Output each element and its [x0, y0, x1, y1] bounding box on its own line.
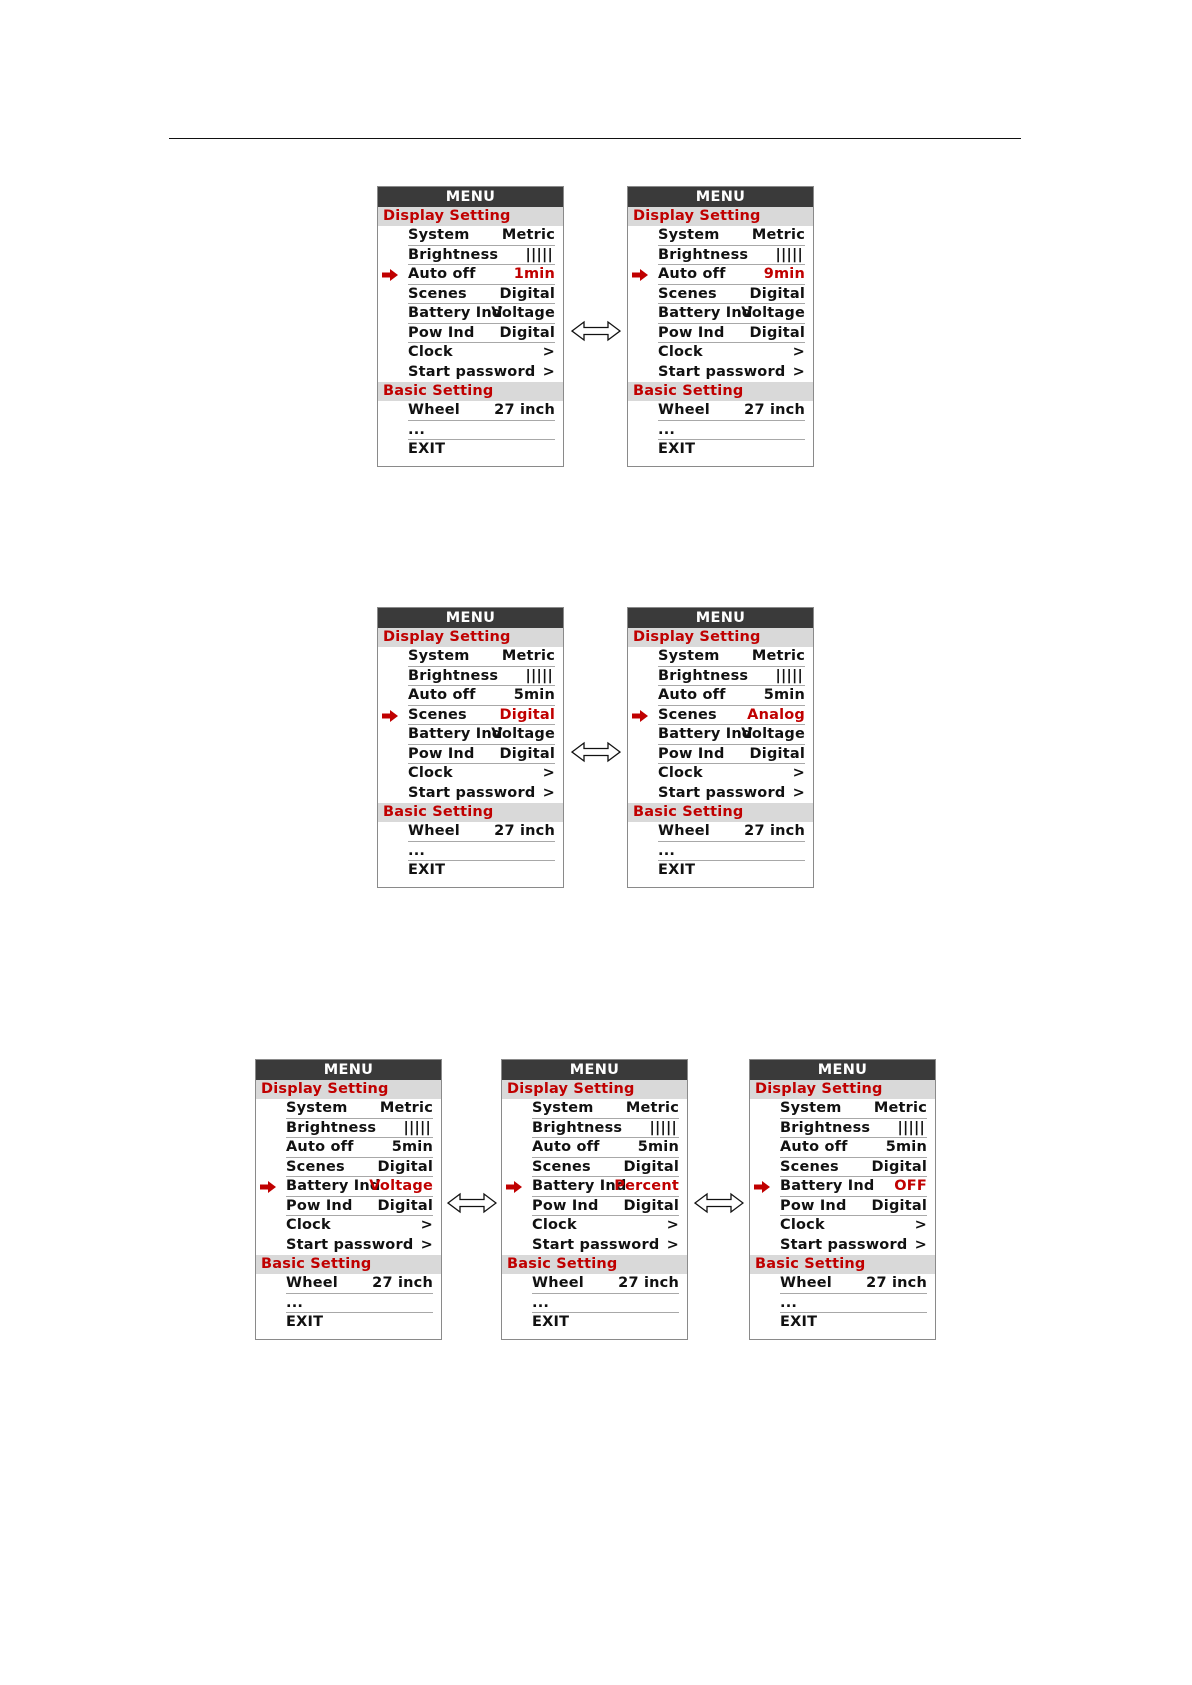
row-value: Analog [747, 706, 805, 723]
menu-row-system[interactable] [658, 226, 805, 246]
basic-setting-heading: Basic Setting [378, 803, 563, 822]
row-label: Clock [658, 765, 703, 781]
menu-row-wheel[interactable] [408, 401, 555, 421]
menu-row-clock[interactable] [286, 1216, 433, 1236]
row-value: 27 inch [866, 1275, 927, 1291]
row-value: 27 inch [618, 1275, 679, 1291]
row-value: 5min [763, 687, 805, 703]
row-value: > [666, 1217, 679, 1233]
menu-row-scenes[interactable] [408, 706, 555, 726]
row-label: Clock [286, 1217, 331, 1233]
page-header-rule [169, 138, 1021, 139]
menu-title: MENU [628, 608, 813, 628]
menu-row-scenes[interactable] [780, 1158, 927, 1178]
basic-setting-list [378, 822, 563, 881]
menu-row-auto-off[interactable] [408, 686, 555, 706]
row-label: Auto off [780, 1139, 848, 1155]
row-value: 5min [885, 1139, 927, 1155]
menu-row-system[interactable] [286, 1099, 433, 1119]
display-setting-list [256, 1099, 441, 1255]
basic-setting-heading: Basic Setting [750, 1255, 935, 1274]
row-value: ||||| [649, 1119, 677, 1136]
row-label: ... [286, 1294, 304, 1311]
display-setting-list [378, 647, 563, 803]
row-label: Scenes [658, 706, 717, 723]
row-value: Digital [377, 1197, 433, 1214]
row-value: > [914, 1236, 927, 1253]
row-value: Metric [751, 648, 805, 664]
row-value: 5min [391, 1139, 433, 1155]
row-label: ... [780, 1294, 798, 1311]
row-value: Metric [873, 1100, 927, 1116]
menu-title: MENU [378, 187, 563, 207]
menu-row-start-password[interactable] [658, 363, 805, 383]
menu-row-battery-ind[interactable] [286, 1177, 433, 1197]
menu-row-more[interactable] [408, 421, 555, 441]
row-label: Start password [408, 363, 536, 380]
menu-row-start-password[interactable] [408, 363, 555, 383]
menu-row-auto-off[interactable] [408, 265, 555, 285]
row-label: Scenes [286, 1158, 345, 1175]
row-label: Scenes [532, 1158, 591, 1175]
row-value: > [542, 363, 555, 380]
row-label: Wheel [658, 402, 710, 418]
row-label: Brightness [532, 1119, 623, 1136]
row-label: Auto off [286, 1139, 354, 1155]
row-label: System [658, 227, 720, 243]
menu-row-more[interactable] [658, 421, 805, 441]
menu-row-exit[interactable] [286, 1313, 433, 1333]
row-value: 27 inch [744, 402, 805, 418]
red-arrow-icon [632, 710, 648, 722]
basic-setting-list [378, 401, 563, 460]
row-label: Battery Ind [286, 1178, 381, 1194]
menu-row-battery-ind[interactable] [408, 725, 555, 745]
row-label: Wheel [408, 823, 460, 839]
row-label: ... [658, 421, 676, 438]
row-label: System [408, 227, 470, 243]
row-value: ||||| [775, 667, 803, 684]
menu-row-pow-ind[interactable] [658, 324, 805, 344]
row-label: Auto off [408, 266, 476, 282]
row-label: Wheel [532, 1275, 584, 1291]
row-value: Digital [749, 324, 805, 341]
menu-panel [749, 1059, 936, 1340]
menu-row-battery-ind[interactable] [780, 1177, 927, 1197]
menu-row-battery-ind[interactable] [658, 725, 805, 745]
display-setting-heading: Display Setting [750, 1080, 935, 1099]
row-value: OFF [894, 1178, 927, 1194]
display-setting-heading: Display Setting [256, 1080, 441, 1099]
row-label: EXIT [658, 862, 696, 878]
menu-row-more[interactable] [286, 1294, 433, 1314]
row-value: ||||| [775, 246, 803, 263]
row-value: Metric [625, 1100, 679, 1116]
row-label: Battery Ind [658, 726, 753, 742]
row-label: ... [532, 1294, 550, 1311]
row-label: Scenes [658, 285, 717, 302]
row-value: 9min [763, 266, 805, 282]
row-value: Metric [501, 648, 555, 664]
row-label: ... [408, 842, 426, 859]
row-label: Auto off [408, 687, 476, 703]
row-label: System [658, 648, 720, 664]
row-value: Digital [499, 706, 555, 723]
row-value: Digital [623, 1158, 679, 1175]
menu-row-scenes[interactable] [408, 285, 555, 305]
row-label: Brightness [286, 1119, 377, 1136]
row-label: EXIT [532, 1314, 570, 1330]
row-label: System [780, 1100, 842, 1116]
menu-row-exit[interactable] [408, 861, 555, 881]
row-value: > [792, 363, 805, 380]
row-label: System [286, 1100, 348, 1116]
row-value: 27 inch [744, 823, 805, 839]
menu-row-start-password[interactable] [408, 784, 555, 804]
row-label: Wheel [780, 1275, 832, 1291]
display-setting-heading: Display Setting [378, 207, 563, 226]
row-label: Pow Ind [408, 745, 475, 762]
row-value: 1min [513, 266, 555, 282]
row-label: Brightness [658, 246, 749, 263]
row-value: 27 inch [494, 402, 555, 418]
row-value: Digital [623, 1197, 679, 1214]
row-value: Digital [749, 745, 805, 762]
row-value: Digital [871, 1197, 927, 1214]
red-arrow-icon [632, 269, 648, 281]
menu-panel [255, 1059, 442, 1340]
menu-row-start-password[interactable] [286, 1236, 433, 1256]
row-value: Voltage [491, 305, 555, 321]
menu-row-pow-ind[interactable] [780, 1197, 927, 1217]
menu-title: MENU [628, 187, 813, 207]
row-label: Wheel [408, 402, 460, 418]
row-value: > [420, 1217, 433, 1233]
row-label: EXIT [408, 441, 446, 457]
row-label: Battery Ind [408, 305, 503, 321]
menu-row-brightness[interactable] [408, 246, 555, 266]
row-label: System [532, 1100, 594, 1116]
menu-row-auto-off[interactable] [658, 265, 805, 285]
row-label: Battery Ind [780, 1178, 875, 1194]
row-label: Start password [286, 1236, 414, 1253]
row-value: > [542, 784, 555, 801]
row-label: Start password [658, 363, 786, 380]
row-label: ... [408, 421, 426, 438]
row-label: EXIT [658, 441, 696, 457]
menu-row-clock[interactable] [532, 1216, 679, 1236]
display-setting-list [378, 226, 563, 382]
menu-row-wheel[interactable] [408, 822, 555, 842]
menu-row-battery-ind[interactable] [532, 1177, 679, 1197]
row-label: Auto off [532, 1139, 600, 1155]
menu-row-exit[interactable] [658, 861, 805, 881]
row-value: > [792, 765, 805, 781]
menu-row-wheel[interactable] [286, 1274, 433, 1294]
menu-row-clock[interactable] [408, 764, 555, 784]
basic-setting-list [256, 1274, 441, 1333]
basic-setting-list [750, 1274, 935, 1333]
menu-row-brightness[interactable] [658, 246, 805, 266]
row-label: Pow Ind [532, 1197, 599, 1214]
row-value: > [542, 344, 555, 360]
row-label: Clock [780, 1217, 825, 1233]
display-setting-heading: Display Setting [502, 1080, 687, 1099]
menu-panel [377, 607, 564, 888]
row-value: > [792, 344, 805, 360]
row-label: System [408, 648, 470, 664]
row-value: Metric [501, 227, 555, 243]
menu-panel [627, 186, 814, 467]
menu-row-brightness[interactable] [408, 667, 555, 687]
row-label: EXIT [780, 1314, 818, 1330]
double-arrow-icon [447, 1192, 497, 1214]
display-setting-list [628, 226, 813, 382]
row-label: Clock [658, 344, 703, 360]
menu-row-brightness[interactable] [286, 1119, 433, 1139]
menu-row-pow-ind[interactable] [408, 324, 555, 344]
row-label: Auto off [658, 266, 726, 282]
basic-setting-list [628, 822, 813, 881]
row-label: Scenes [408, 285, 467, 302]
row-value: Digital [499, 285, 555, 302]
row-label: Brightness [408, 667, 499, 684]
row-value: Digital [499, 745, 555, 762]
menu-row-brightness[interactable] [532, 1119, 679, 1139]
row-label: Brightness [408, 246, 499, 263]
menu-row-start-password[interactable] [658, 784, 805, 804]
row-label: Pow Ind [286, 1197, 353, 1214]
menu-row-battery-ind[interactable] [408, 304, 555, 324]
menu-row-more[interactable] [408, 842, 555, 862]
display-setting-heading: Display Setting [378, 628, 563, 647]
row-value: Digital [377, 1158, 433, 1175]
menu-row-pow-ind[interactable] [286, 1197, 433, 1217]
row-value: Digital [871, 1158, 927, 1175]
menu-title: MENU [502, 1060, 687, 1080]
row-label: Brightness [780, 1119, 871, 1136]
menu-row-auto-off[interactable] [658, 686, 805, 706]
menu-row-wheel[interactable] [658, 401, 805, 421]
basic-setting-heading: Basic Setting [378, 382, 563, 401]
menu-row-battery-ind[interactable] [658, 304, 805, 324]
menu-row-more[interactable] [658, 842, 805, 862]
row-value: Metric [751, 227, 805, 243]
row-value: ||||| [403, 1119, 431, 1136]
display-setting-heading: Display Setting [628, 207, 813, 226]
row-label: Clock [408, 344, 453, 360]
row-value: ||||| [525, 667, 553, 684]
basic-setting-heading: Basic Setting [256, 1255, 441, 1274]
double-arrow-icon [571, 741, 621, 763]
menu-row-wheel[interactable] [658, 822, 805, 842]
menu-row-system[interactable] [658, 647, 805, 667]
menu-row-clock[interactable] [658, 343, 805, 363]
menu-row-system[interactable] [408, 647, 555, 667]
menu-row-brightness[interactable] [658, 667, 805, 687]
menu-row-clock[interactable] [658, 764, 805, 784]
basic-setting-heading: Basic Setting [628, 382, 813, 401]
row-label: Clock [408, 765, 453, 781]
row-value: Metric [379, 1100, 433, 1116]
menu-panel [501, 1059, 688, 1340]
menu-title: MENU [750, 1060, 935, 1080]
double-arrow-icon [571, 320, 621, 342]
menu-row-more[interactable] [780, 1294, 927, 1314]
menu-row-start-password[interactable] [780, 1236, 927, 1256]
row-value: Voltage [491, 726, 555, 742]
menu-row-wheel[interactable] [780, 1274, 927, 1294]
menu-row-exit[interactable] [780, 1313, 927, 1333]
row-value: 5min [637, 1139, 679, 1155]
basic-setting-list [502, 1274, 687, 1333]
red-arrow-icon [382, 269, 398, 281]
row-label: Start password [780, 1236, 908, 1253]
red-arrow-icon [506, 1181, 522, 1193]
row-value: 5min [513, 687, 555, 703]
menu-row-system[interactable] [408, 226, 555, 246]
basic-setting-heading: Basic Setting [628, 803, 813, 822]
row-label: Start password [532, 1236, 660, 1253]
row-value: ||||| [525, 246, 553, 263]
double-arrow-icon [694, 1192, 744, 1214]
menu-row-scenes[interactable] [286, 1158, 433, 1178]
row-value: Digital [499, 324, 555, 341]
menu-row-scenes[interactable] [658, 285, 805, 305]
row-value: > [542, 765, 555, 781]
row-label: ... [658, 842, 676, 859]
row-value: > [420, 1236, 433, 1253]
row-value: Voltage [369, 1178, 433, 1194]
basic-setting-heading: Basic Setting [502, 1255, 687, 1274]
menu-title: MENU [378, 608, 563, 628]
menu-row-scenes[interactable] [532, 1158, 679, 1178]
menu-title: MENU [256, 1060, 441, 1080]
menu-row-exit[interactable] [408, 440, 555, 460]
row-label: Scenes [408, 706, 467, 723]
menu-row-brightness[interactable] [780, 1119, 927, 1139]
row-label: Battery Ind [408, 726, 503, 742]
row-label: Clock [532, 1217, 577, 1233]
row-label: Pow Ind [658, 324, 725, 341]
row-value: > [792, 784, 805, 801]
menu-row-scenes[interactable] [658, 706, 805, 726]
row-label: Wheel [286, 1275, 338, 1291]
menu-row-wheel[interactable] [532, 1274, 679, 1294]
menu-panel [377, 186, 564, 467]
row-label: EXIT [408, 862, 446, 878]
menu-panel [627, 607, 814, 888]
row-label: Brightness [658, 667, 749, 684]
basic-setting-list [628, 401, 813, 460]
display-setting-list [750, 1099, 935, 1255]
row-value: Voltage [741, 726, 805, 742]
red-arrow-icon [754, 1181, 770, 1193]
display-setting-list [628, 647, 813, 803]
menu-row-pow-ind[interactable] [408, 745, 555, 765]
row-label: Wheel [658, 823, 710, 839]
menu-row-clock[interactable] [780, 1216, 927, 1236]
row-label: Pow Ind [658, 745, 725, 762]
menu-row-system[interactable] [780, 1099, 927, 1119]
row-value: Percent [614, 1178, 679, 1194]
row-label: Scenes [780, 1158, 839, 1175]
menu-row-exit[interactable] [658, 440, 805, 460]
row-value: Voltage [741, 305, 805, 321]
menu-row-clock[interactable] [408, 343, 555, 363]
row-label: Pow Ind [408, 324, 475, 341]
menu-row-exit[interactable] [532, 1313, 679, 1333]
row-label: Battery Ind [532, 1178, 627, 1194]
row-value: > [914, 1217, 927, 1233]
red-arrow-icon [382, 710, 398, 722]
row-label: EXIT [286, 1314, 324, 1330]
row-value: 27 inch [372, 1275, 433, 1291]
display-setting-list [502, 1099, 687, 1255]
row-label: Pow Ind [780, 1197, 847, 1214]
menu-row-system[interactable] [532, 1099, 679, 1119]
menu-row-auto-off[interactable] [286, 1138, 433, 1158]
menu-row-auto-off[interactable] [780, 1138, 927, 1158]
row-value: ||||| [897, 1119, 925, 1136]
row-value: Digital [749, 285, 805, 302]
row-label: Auto off [658, 687, 726, 703]
red-arrow-icon [260, 1181, 276, 1193]
menu-row-pow-ind[interactable] [658, 745, 805, 765]
menu-row-pow-ind[interactable] [532, 1197, 679, 1217]
display-setting-heading: Display Setting [628, 628, 813, 647]
menu-row-auto-off[interactable] [532, 1138, 679, 1158]
row-value: > [666, 1236, 679, 1253]
row-label: Start password [408, 784, 536, 801]
row-value: 27 inch [494, 823, 555, 839]
row-label: Battery Ind [658, 305, 753, 321]
menu-row-start-password[interactable] [532, 1236, 679, 1256]
menu-row-more[interactable] [532, 1294, 679, 1314]
row-label: Start password [658, 784, 786, 801]
